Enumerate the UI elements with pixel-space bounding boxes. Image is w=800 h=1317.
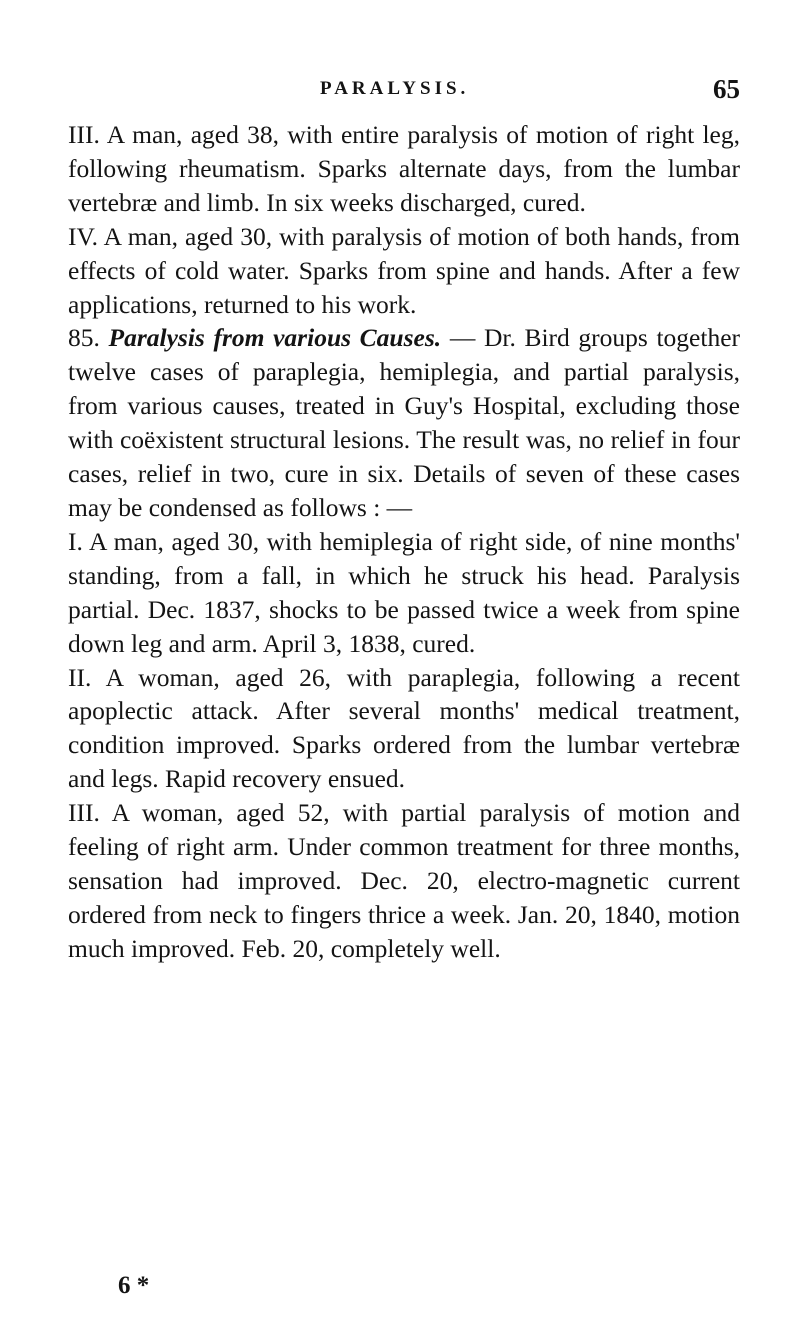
case-text: A man, aged 30, with paralysis of motion of both hands, from effects of cold water. Sparks from spine and hands. After a few applications, returned to his work. bbox=[68, 221, 740, 319]
case-text: A woman, aged 26, with paraplegia, following a recent apoplectic attack. After several months' medical treatment, condition improved. Sparks ordered from the lumbar vertebræ and legs. Rapid recovery ensued. bbox=[68, 662, 741, 794]
body-text bbox=[68, 118, 740, 966]
case-text: A man, aged 30, with hemiplegia of right side, of nine months' standing, from a fall, in which he struck his head. Paralysis partial. Dec. 1837, shocks to be passed twice a week from spine down leg and arm. April 3, 1838, cured. bbox=[68, 526, 740, 658]
case-paragraph bbox=[68, 525, 740, 661]
case-text: A man, aged 38, with entire paralysis of motion of right leg, following rheumatism. Sparks alternate days, from the lumbar vertebræ and limb. In six weeks discharged, cured. bbox=[68, 120, 740, 217]
section-text: — Dr. Bird groups together twelve cases of paraplegia, hemiplegia, and partial paralysis, from various causes, treated in Guy's Hospital, excluding those with coëxistent structural lesions. The result was, no relief in four cases, relief in two, cure in six. Details of seven of these cases may be condensed as follows : — bbox=[68, 323, 741, 522]
running-title: PARALYSIS. bbox=[320, 78, 470, 99]
case-numeral: III. bbox=[68, 798, 100, 828]
case-paragraph bbox=[68, 796, 740, 966]
case-paragraph bbox=[68, 118, 740, 220]
case-numeral: IV. bbox=[68, 221, 98, 251]
page-number: 65 bbox=[713, 74, 740, 104]
case-numeral: III. bbox=[68, 120, 100, 149]
case-numeral: II. bbox=[68, 662, 92, 692]
case-numeral: I. bbox=[68, 526, 83, 556]
case-paragraph bbox=[68, 220, 740, 322]
section-paragraph bbox=[68, 321, 740, 524]
section-number: 85. bbox=[68, 323, 100, 353]
signature-mark: 6 * bbox=[118, 1272, 150, 1299]
case-paragraph bbox=[68, 661, 740, 797]
section-title: Paralysis from various Causes. bbox=[108, 323, 442, 353]
running-head bbox=[68, 74, 740, 106]
case-text: A woman, aged 52, with partial paralysis of motion and feeling of right arm. Under common treatment for three months, sensation had improved. Dec. 20, electro-magnetic current ordered from neck to fingers thrice a week. Jan. 20, 1840, motion much improved. Feb. 20, completely well. bbox=[68, 798, 741, 963]
